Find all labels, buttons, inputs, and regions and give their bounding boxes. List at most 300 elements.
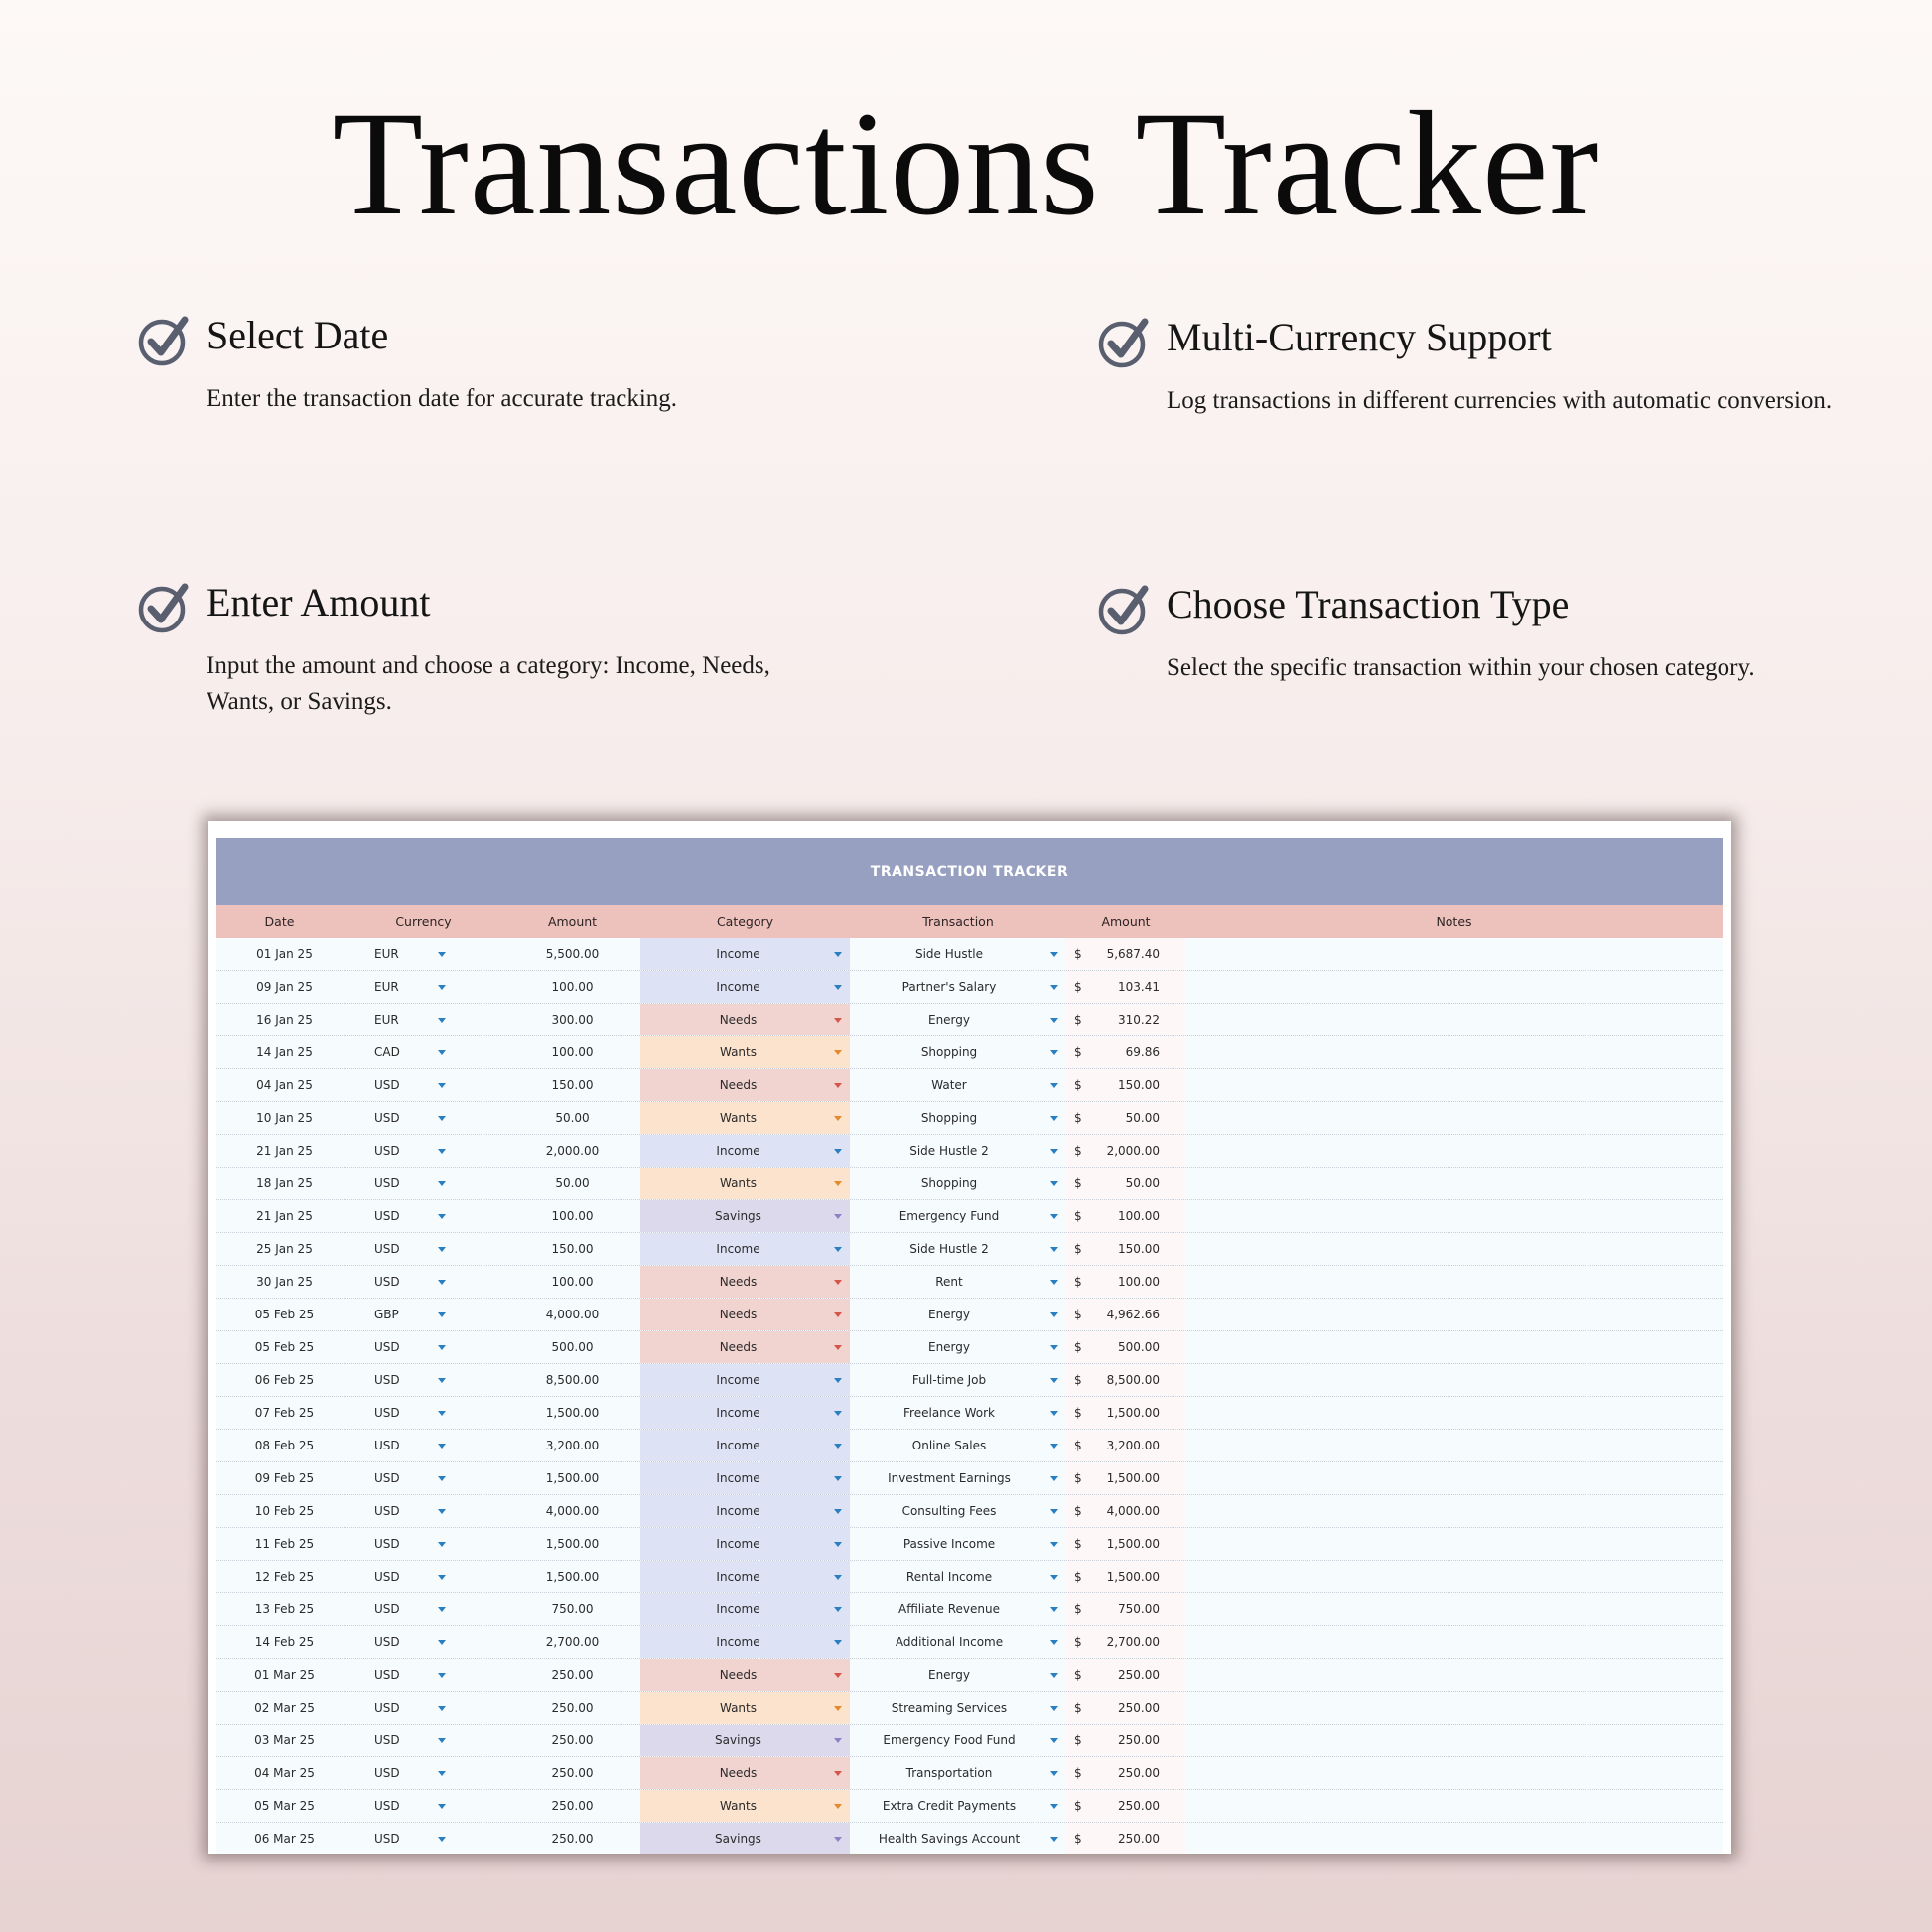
currency-dropdown[interactable]: [343, 1299, 504, 1330]
dropdown-caret-icon[interactable]: [834, 1542, 842, 1547]
transaction-dropdown[interactable]: [850, 938, 1066, 970]
date-cell[interactable]: [216, 1036, 343, 1068]
amount-cell[interactable]: [504, 1036, 640, 1068]
table-row: [216, 1692, 1723, 1725]
category-dropdown[interactable]: [640, 1200, 850, 1232]
dropdown-caret-icon[interactable]: [1050, 1804, 1058, 1809]
dropdown-caret-icon[interactable]: [1050, 1345, 1058, 1350]
currency-symbol: $: [1074, 1144, 1082, 1158]
amount-cell[interactable]: [504, 1168, 640, 1199]
currency-dropdown[interactable]: [343, 1233, 504, 1265]
currency-dropdown[interactable]: [343, 1397, 504, 1429]
currency-dropdown[interactable]: [343, 1495, 504, 1527]
notes-cell[interactable]: [1185, 1757, 1723, 1789]
dropdown-caret-icon[interactable]: [834, 952, 842, 957]
date-value: 10 Feb 25: [254, 1504, 315, 1518]
amount-cell[interactable]: [504, 1626, 640, 1658]
date-cell[interactable]: [216, 1593, 343, 1625]
dropdown-caret-icon[interactable]: [834, 1771, 842, 1776]
currency-dropdown[interactable]: [343, 1692, 504, 1724]
dropdown-caret-icon[interactable]: [1050, 1542, 1058, 1547]
usd-amount-value: 310.22: [1118, 1013, 1160, 1027]
amount-cell[interactable]: [504, 1659, 640, 1691]
dropdown-caret-icon[interactable]: [834, 1378, 842, 1383]
transaction-value: Side Hustle: [914, 947, 984, 961]
category-dropdown[interactable]: [640, 1593, 850, 1625]
amount-cell[interactable]: [504, 1462, 640, 1494]
dropdown-caret-icon[interactable]: [834, 1640, 842, 1645]
notes-cell[interactable]: [1185, 1495, 1723, 1527]
category-dropdown[interactable]: [640, 971, 850, 1003]
notes-cell[interactable]: [1185, 971, 1723, 1003]
transaction-dropdown[interactable]: [850, 1331, 1066, 1363]
dropdown-caret-icon[interactable]: [834, 1837, 842, 1842]
amount-cell[interactable]: [504, 1823, 640, 1854]
date-cell[interactable]: [216, 1495, 343, 1527]
transaction-dropdown[interactable]: [850, 1593, 1066, 1625]
notes-cell[interactable]: [1185, 1462, 1723, 1494]
dropdown-caret-icon[interactable]: [1050, 1607, 1058, 1612]
dropdown-caret-icon[interactable]: [438, 1050, 446, 1055]
usd-amount-cell: [1066, 1331, 1185, 1363]
transaction-dropdown[interactable]: [850, 1692, 1066, 1724]
dropdown-caret-icon[interactable]: [1050, 1378, 1058, 1383]
feature-description: Input the amount and choose a category: Income, Needs, Wants, or Savings.: [207, 652, 770, 715]
amount-cell[interactable]: [504, 1757, 640, 1789]
currency-dropdown[interactable]: [343, 1659, 504, 1691]
date-cell[interactable]: [216, 971, 343, 1003]
dropdown-caret-icon[interactable]: [834, 1345, 842, 1350]
currency-dropdown[interactable]: [343, 1626, 504, 1658]
dropdown-caret-icon[interactable]: [1050, 1083, 1058, 1088]
amount-cell[interactable]: [504, 1069, 640, 1101]
date-cell[interactable]: [216, 938, 343, 970]
date-cell[interactable]: [216, 1725, 343, 1756]
amount-cell[interactable]: [504, 1397, 640, 1429]
amount-cell[interactable]: [504, 1331, 640, 1363]
transaction-value: Rental Income: [905, 1570, 993, 1584]
dropdown-caret-icon[interactable]: [438, 1247, 446, 1252]
dropdown-caret-icon[interactable]: [1050, 1837, 1058, 1842]
dropdown-caret-icon[interactable]: [834, 1607, 842, 1612]
notes-cell[interactable]: [1185, 1823, 1723, 1854]
date-value: 11 Feb 25: [254, 1537, 315, 1551]
currency-dropdown[interactable]: [343, 1823, 504, 1854]
amount-cell[interactable]: [504, 1692, 640, 1724]
notes-cell[interactable]: [1185, 1069, 1723, 1101]
transaction-dropdown[interactable]: [850, 1299, 1066, 1330]
category-dropdown[interactable]: [640, 1102, 850, 1134]
notes-cell[interactable]: [1185, 1397, 1723, 1429]
transaction-dropdown[interactable]: [850, 1397, 1066, 1429]
currency-dropdown[interactable]: [343, 1135, 504, 1167]
notes-cell[interactable]: [1185, 1331, 1723, 1363]
dropdown-caret-icon[interactable]: [1050, 1771, 1058, 1776]
amount-cell[interactable]: [504, 1135, 640, 1167]
dropdown-caret-icon[interactable]: [834, 1050, 842, 1055]
dropdown-caret-icon[interactable]: [834, 1738, 842, 1743]
transaction-dropdown[interactable]: [850, 1004, 1066, 1035]
transaction-dropdown[interactable]: [850, 1233, 1066, 1265]
category-dropdown[interactable]: [640, 1757, 850, 1789]
dropdown-caret-icon[interactable]: [1050, 985, 1058, 990]
dropdown-caret-icon[interactable]: [438, 1149, 446, 1154]
currency-dropdown[interactable]: [343, 1528, 504, 1560]
category-dropdown[interactable]: [640, 1168, 850, 1199]
notes-cell[interactable]: [1185, 1168, 1723, 1199]
dropdown-caret-icon[interactable]: [438, 1378, 446, 1383]
dropdown-caret-icon[interactable]: [438, 952, 446, 957]
dropdown-caret-icon[interactable]: [1050, 1476, 1058, 1481]
dropdown-caret-icon[interactable]: [438, 1214, 446, 1219]
amount-value: 100.00: [551, 1209, 594, 1223]
dropdown-caret-icon[interactable]: [1050, 952, 1058, 957]
currency-symbol: $: [1074, 1733, 1082, 1747]
usd-amount-cell: [1066, 1692, 1185, 1724]
dropdown-caret-icon[interactable]: [834, 1214, 842, 1219]
dropdown-caret-icon[interactable]: [834, 1247, 842, 1252]
transaction-dropdown[interactable]: [850, 1462, 1066, 1494]
dropdown-caret-icon[interactable]: [438, 1542, 446, 1547]
currency-dropdown[interactable]: [343, 1069, 504, 1101]
transaction-dropdown[interactable]: [850, 1626, 1066, 1658]
dropdown-caret-icon[interactable]: [834, 1575, 842, 1580]
dropdown-caret-icon[interactable]: [834, 1804, 842, 1809]
date-cell[interactable]: [216, 1102, 343, 1134]
dropdown-caret-icon[interactable]: [1050, 1444, 1058, 1449]
amount-value: 1,500.00: [545, 1537, 600, 1551]
category-dropdown[interactable]: [640, 1397, 850, 1429]
transaction-dropdown[interactable]: [850, 1266, 1066, 1298]
amount-cell[interactable]: [504, 1593, 640, 1625]
usd-amount-cell: [1066, 1593, 1185, 1625]
dropdown-caret-icon[interactable]: [438, 1509, 446, 1514]
dropdown-caret-icon[interactable]: [834, 1476, 842, 1481]
notes-cell[interactable]: [1185, 1528, 1723, 1560]
category-dropdown[interactable]: [640, 1266, 850, 1298]
table-row: [216, 1331, 1723, 1364]
category-dropdown[interactable]: [640, 1331, 850, 1363]
date-cell[interactable]: [216, 1004, 343, 1035]
dropdown-caret-icon[interactable]: [438, 1312, 446, 1317]
notes-cell[interactable]: [1185, 1299, 1723, 1330]
transaction-dropdown[interactable]: [850, 1561, 1066, 1592]
category-dropdown[interactable]: [640, 1462, 850, 1494]
notes-cell[interactable]: [1185, 1430, 1723, 1461]
usd-amount-cell: [1066, 1823, 1185, 1854]
amount-value: 250.00: [551, 1766, 594, 1780]
amount-cell[interactable]: [504, 1725, 640, 1756]
notes-cell[interactable]: [1185, 1364, 1723, 1396]
dropdown-caret-icon[interactable]: [1050, 1181, 1058, 1186]
currency-dropdown[interactable]: [343, 1036, 504, 1068]
currency-dropdown[interactable]: [343, 971, 504, 1003]
amount-value: 100.00: [551, 1045, 594, 1059]
amount-cell[interactable]: [504, 1266, 640, 1298]
transaction-dropdown[interactable]: [850, 1823, 1066, 1854]
category-value: Wants: [719, 1701, 757, 1715]
dropdown-caret-icon[interactable]: [1050, 1247, 1058, 1252]
amount-value: 250.00: [551, 1733, 594, 1747]
transaction-value: Energy: [927, 1340, 970, 1354]
currency-dropdown[interactable]: [343, 1331, 504, 1363]
amount-cell[interactable]: [504, 1430, 640, 1461]
category-dropdown[interactable]: [640, 1823, 850, 1854]
notes-cell[interactable]: [1185, 1102, 1723, 1134]
dropdown-caret-icon[interactable]: [438, 1673, 446, 1678]
category-dropdown[interactable]: [640, 1692, 850, 1724]
dropdown-caret-icon[interactable]: [438, 1411, 446, 1416]
transaction-dropdown[interactable]: [850, 1430, 1066, 1461]
usd-amount-cell: [1066, 1364, 1185, 1396]
amount-value: 4,000.00: [545, 1308, 600, 1321]
date-cell[interactable]: [216, 1331, 343, 1363]
currency-dropdown[interactable]: [343, 938, 504, 970]
category-dropdown[interactable]: [640, 1430, 850, 1461]
notes-cell[interactable]: [1185, 1266, 1723, 1298]
amount-cell[interactable]: [504, 1790, 640, 1822]
dropdown-caret-icon[interactable]: [1050, 1640, 1058, 1645]
category-dropdown[interactable]: [640, 1069, 850, 1101]
amount-cell[interactable]: [504, 1233, 640, 1265]
date-cell[interactable]: [216, 1659, 343, 1691]
dropdown-caret-icon[interactable]: [438, 1018, 446, 1023]
transaction-value: Energy: [927, 1308, 970, 1321]
amount-cell[interactable]: [504, 1200, 640, 1232]
transaction-dropdown[interactable]: [850, 1168, 1066, 1199]
date-cell[interactable]: [216, 1135, 343, 1167]
dropdown-caret-icon[interactable]: [834, 1411, 842, 1416]
dropdown-caret-icon[interactable]: [834, 985, 842, 990]
date-cell[interactable]: [216, 1561, 343, 1592]
dropdown-caret-icon[interactable]: [1050, 1280, 1058, 1285]
notes-cell[interactable]: [1185, 1593, 1723, 1625]
table-row: [216, 1397, 1723, 1430]
amount-cell[interactable]: [504, 1102, 640, 1134]
dropdown-caret-icon[interactable]: [438, 1804, 446, 1809]
notes-cell[interactable]: [1185, 1135, 1723, 1167]
dropdown-caret-icon[interactable]: [834, 1312, 842, 1317]
date-cell[interactable]: [216, 1069, 343, 1101]
amount-cell[interactable]: [504, 1364, 640, 1396]
currency-symbol: $: [1074, 1308, 1082, 1321]
currency-dropdown[interactable]: [343, 1593, 504, 1625]
dropdown-caret-icon[interactable]: [834, 1116, 842, 1121]
date-cell[interactable]: [216, 1462, 343, 1494]
category-dropdown[interactable]: [640, 1725, 850, 1756]
amount-cell[interactable]: [504, 1561, 640, 1592]
category-dropdown[interactable]: [640, 1036, 850, 1068]
amount-value: 5,500.00: [545, 947, 600, 961]
usd-amount-cell: [1066, 1495, 1185, 1527]
category-dropdown[interactable]: [640, 1528, 850, 1560]
dropdown-caret-icon[interactable]: [438, 1771, 446, 1776]
currency-dropdown[interactable]: [343, 1725, 504, 1756]
date-cell[interactable]: [216, 1397, 343, 1429]
dropdown-caret-icon[interactable]: [438, 1116, 446, 1121]
currency-dropdown[interactable]: [343, 1561, 504, 1592]
date-value: 13 Feb 25: [254, 1602, 315, 1616]
notes-cell[interactable]: [1185, 1692, 1723, 1724]
amount-value: 500.00: [551, 1340, 594, 1354]
category-dropdown[interactable]: [640, 1495, 850, 1527]
dropdown-caret-icon[interactable]: [1050, 1214, 1058, 1219]
dropdown-caret-icon[interactable]: [438, 1280, 446, 1285]
transaction-dropdown[interactable]: [850, 1790, 1066, 1822]
transaction-dropdown[interactable]: [850, 1495, 1066, 1527]
transaction-dropdown[interactable]: [850, 1659, 1066, 1691]
transaction-dropdown[interactable]: [850, 1135, 1066, 1167]
amount-value: 250.00: [551, 1668, 594, 1682]
dropdown-caret-icon[interactable]: [1050, 1149, 1058, 1154]
notes-cell[interactable]: [1185, 1036, 1723, 1068]
dropdown-caret-icon[interactable]: [834, 1018, 842, 1023]
amount-cell[interactable]: [504, 938, 640, 970]
date-cell[interactable]: [216, 1757, 343, 1789]
date-cell[interactable]: [216, 1626, 343, 1658]
transaction-dropdown[interactable]: [850, 1200, 1066, 1232]
currency-dropdown[interactable]: [343, 1430, 504, 1461]
dropdown-caret-icon[interactable]: [834, 1706, 842, 1711]
transaction-dropdown[interactable]: [850, 1757, 1066, 1789]
transaction-dropdown[interactable]: [850, 1036, 1066, 1068]
dropdown-caret-icon[interactable]: [1050, 1575, 1058, 1580]
dropdown-caret-icon[interactable]: [1050, 1673, 1058, 1678]
amount-cell[interactable]: [504, 971, 640, 1003]
transaction-dropdown[interactable]: [850, 1102, 1066, 1134]
transaction-dropdown[interactable]: [850, 1364, 1066, 1396]
dropdown-caret-icon[interactable]: [834, 1181, 842, 1186]
dropdown-caret-icon[interactable]: [1050, 1411, 1058, 1416]
dropdown-caret-icon[interactable]: [834, 1509, 842, 1514]
currency-dropdown[interactable]: [343, 1102, 504, 1134]
currency-dropdown[interactable]: [343, 1266, 504, 1298]
usd-amount-value: 50.00: [1125, 1111, 1160, 1125]
date-cell[interactable]: [216, 1364, 343, 1396]
dropdown-caret-icon[interactable]: [834, 1280, 842, 1285]
category-dropdown[interactable]: [640, 1135, 850, 1167]
currency-value: EUR: [374, 980, 399, 994]
category-value: Income: [716, 1504, 760, 1518]
dropdown-caret-icon[interactable]: [834, 1083, 842, 1088]
notes-cell[interactable]: [1185, 1561, 1723, 1592]
feature-title: Enter Amount: [207, 580, 431, 624]
usd-amount-value: 4,962.66: [1106, 1308, 1160, 1321]
dropdown-caret-icon[interactable]: [834, 1444, 842, 1449]
currency-dropdown[interactable]: [343, 1462, 504, 1494]
currency-dropdown[interactable]: [343, 1364, 504, 1396]
currency-dropdown[interactable]: [343, 1200, 504, 1232]
transaction-dropdown[interactable]: [850, 1725, 1066, 1756]
table-row: [216, 1561, 1723, 1593]
dropdown-caret-icon[interactable]: [1050, 1738, 1058, 1743]
dropdown-caret-icon[interactable]: [438, 1640, 446, 1645]
category-dropdown[interactable]: [640, 1659, 850, 1691]
currency-dropdown[interactable]: [343, 1004, 504, 1035]
date-cell[interactable]: [216, 1430, 343, 1461]
dropdown-caret-icon[interactable]: [438, 1738, 446, 1743]
dropdown-caret-icon[interactable]: [438, 1181, 446, 1186]
table-row: [216, 1364, 1723, 1397]
currency-dropdown[interactable]: [343, 1790, 504, 1822]
dropdown-caret-icon[interactable]: [1050, 1050, 1058, 1055]
transaction-dropdown[interactable]: [850, 1069, 1066, 1101]
notes-cell[interactable]: [1185, 1659, 1723, 1691]
transaction-value: Side Hustle 2: [909, 1144, 989, 1158]
category-dropdown[interactable]: [640, 938, 850, 970]
dropdown-caret-icon[interactable]: [438, 1444, 446, 1449]
category-dropdown[interactable]: [640, 1626, 850, 1658]
notes-cell[interactable]: [1185, 938, 1723, 970]
amount-cell[interactable]: [504, 1299, 640, 1330]
feature-title: Select Date: [207, 313, 389, 357]
amount-cell[interactable]: [504, 1528, 640, 1560]
notes-cell[interactable]: [1185, 1626, 1723, 1658]
dropdown-caret-icon[interactable]: [438, 1706, 446, 1711]
notes-cell[interactable]: [1185, 1004, 1723, 1035]
dropdown-caret-icon[interactable]: [438, 1837, 446, 1842]
notes-cell[interactable]: [1185, 1790, 1723, 1822]
date-cell[interactable]: [216, 1692, 343, 1724]
category-dropdown[interactable]: [640, 1299, 850, 1330]
amount-cell[interactable]: [504, 1495, 640, 1527]
notes-cell[interactable]: [1185, 1200, 1723, 1232]
dropdown-caret-icon[interactable]: [1050, 1116, 1058, 1121]
dropdown-caret-icon[interactable]: [438, 1345, 446, 1350]
category-dropdown[interactable]: [640, 1364, 850, 1396]
category-dropdown[interactable]: [640, 1004, 850, 1035]
amount-value: 250.00: [551, 1701, 594, 1715]
dropdown-caret-icon[interactable]: [834, 1673, 842, 1678]
date-value: 05 Feb 25: [254, 1308, 315, 1321]
currency-dropdown[interactable]: [343, 1168, 504, 1199]
transaction-dropdown[interactable]: [850, 971, 1066, 1003]
category-dropdown[interactable]: [640, 1790, 850, 1822]
date-cell[interactable]: [216, 1233, 343, 1265]
table-row: [216, 1299, 1723, 1331]
notes-cell[interactable]: [1185, 1725, 1723, 1756]
category-dropdown[interactable]: [640, 1561, 850, 1592]
date-cell[interactable]: [216, 1790, 343, 1822]
dropdown-caret-icon[interactable]: [438, 1083, 446, 1088]
dropdown-caret-icon[interactable]: [1050, 1312, 1058, 1317]
dropdown-caret-icon[interactable]: [438, 1607, 446, 1612]
date-cell[interactable]: [216, 1200, 343, 1232]
date-cell[interactable]: [216, 1168, 343, 1199]
dropdown-caret-icon[interactable]: [438, 985, 446, 990]
category-dropdown[interactable]: [640, 1233, 850, 1265]
dropdown-caret-icon[interactable]: [1050, 1706, 1058, 1711]
usd-amount-value: 250.00: [1118, 1668, 1160, 1682]
date-value: 16 Jan 25: [256, 1013, 313, 1027]
date-cell[interactable]: [216, 1528, 343, 1560]
dropdown-caret-icon[interactable]: [834, 1149, 842, 1154]
check-circle-icon: [137, 581, 191, 634]
currency-dropdown[interactable]: [343, 1757, 504, 1789]
date-cell[interactable]: [216, 1299, 343, 1330]
date-cell[interactable]: [216, 1823, 343, 1854]
notes-cell[interactable]: [1185, 1233, 1723, 1265]
date-value: 21 Jan 25: [256, 1209, 313, 1223]
transaction-dropdown[interactable]: [850, 1528, 1066, 1560]
dropdown-caret-icon[interactable]: [1050, 1509, 1058, 1514]
dropdown-caret-icon[interactable]: [438, 1575, 446, 1580]
dropdown-caret-icon[interactable]: [438, 1476, 446, 1481]
currency-symbol: $: [1074, 1013, 1082, 1027]
dropdown-caret-icon[interactable]: [1050, 1018, 1058, 1023]
amount-cell[interactable]: [504, 1004, 640, 1035]
date-cell[interactable]: [216, 1266, 343, 1298]
